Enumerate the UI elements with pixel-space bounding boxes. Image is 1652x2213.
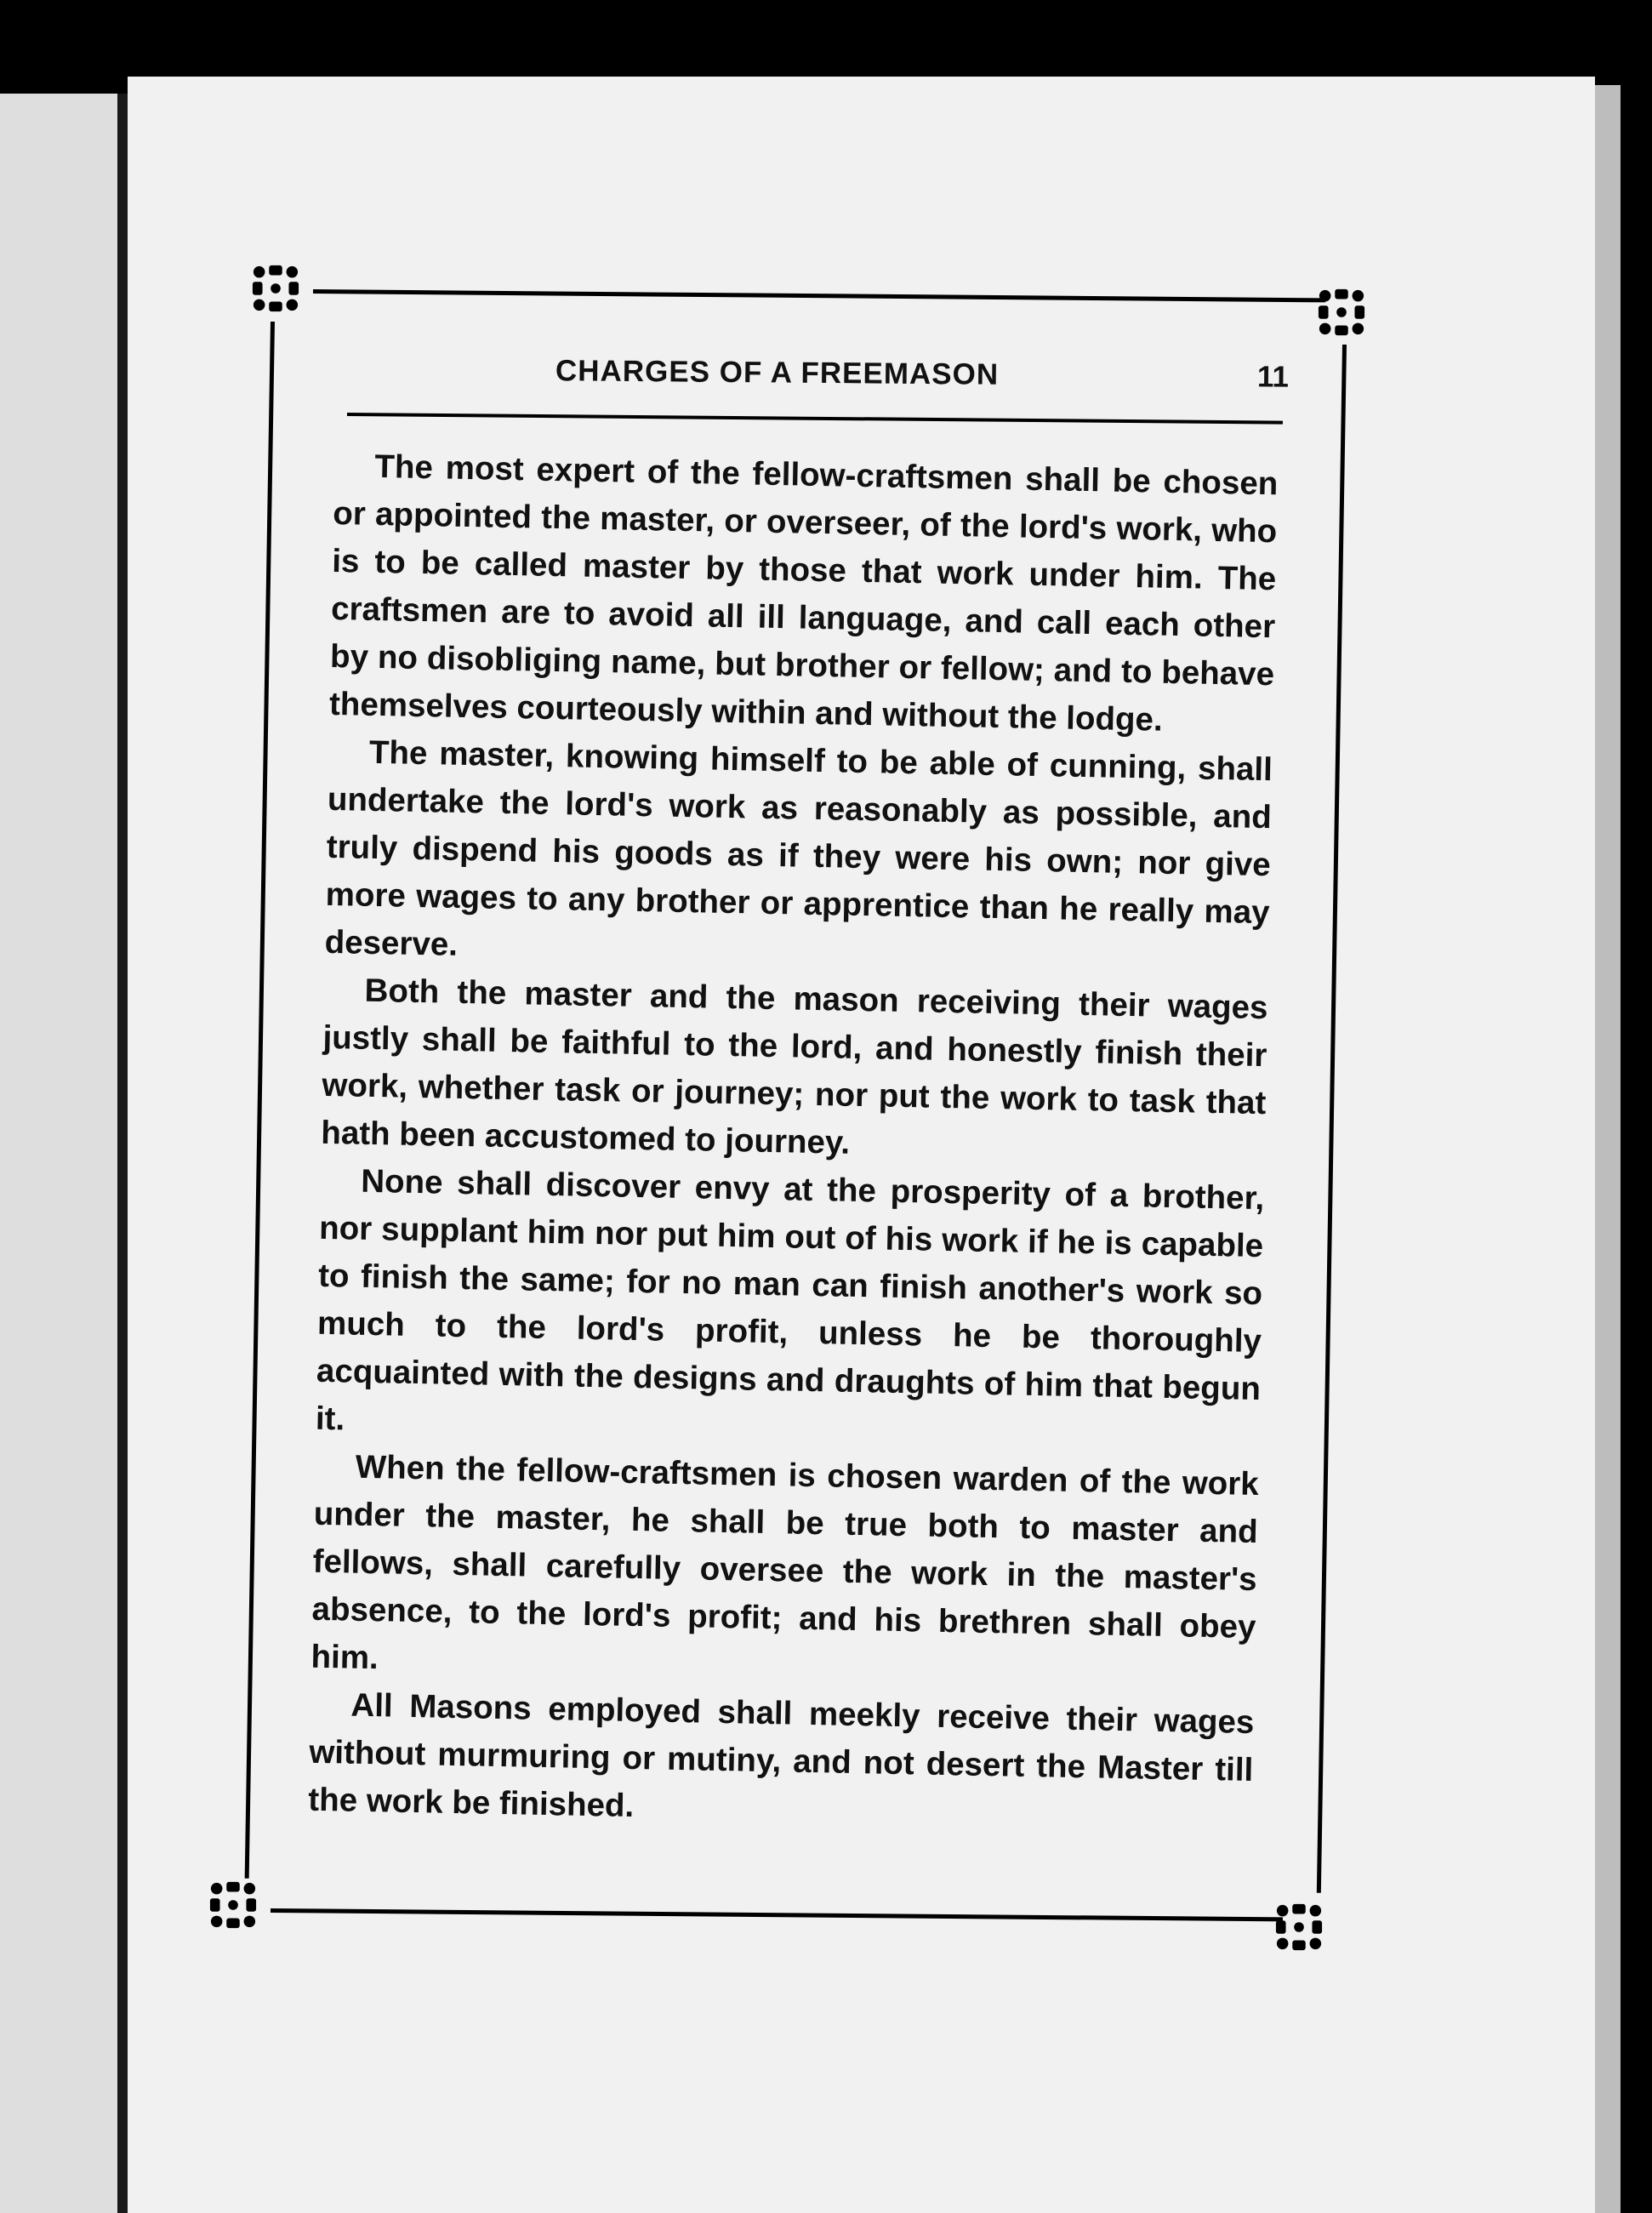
running-header-title: CHARGES OF A FREEMASON bbox=[555, 354, 1000, 391]
facing-page-edge bbox=[0, 94, 128, 2213]
paragraph: Both the master and the mason receiving their wages justly shall be faithful to the lord, and honestly finish their work, whether task or journey; nor put the work to task that hath been accustomed to journey. bbox=[321, 972, 1268, 1161]
paragraph: None shall discover envy at the prosperity of a brother, nor supplant him nor put him out of his work if he is capable to finish the same; for no man can finish another's work so much to the lord's profit, unless he be thoroughly acquainted with the designs and draughts of him that begun it. bbox=[315, 1162, 1265, 1438]
corner-ornament-bottom-right-icon bbox=[1274, 1902, 1324, 1952]
page-number: 11 bbox=[1256, 360, 1290, 394]
page-stack-edge bbox=[1595, 85, 1621, 2213]
paragraph: The most expert of the fellow-craftsmen shall be chosen or appointed the master, or overseer, of the lord's work, who is to be called master by those that work under him. The craftsmen are to avoid all ill language, and call each other by no disobliging name, but brother or fellow; and to behave themselves courteously within and without the lodge. bbox=[328, 448, 1279, 739]
paragraph: When the fellow-craftsmen is chosen warden of the work under the master, he shall be true both to master and fellows, shall carefully oversee the work in the master's absence, to the lord's profit; and his brethren shall obey him. bbox=[310, 1448, 1260, 1677]
corner-ornament-top-right-icon bbox=[1317, 288, 1366, 337]
paragraph: All Masons employed shall meekly receive their wages without murmuring or mutiny, and not desert the Master till the work be finished. bbox=[307, 1686, 1255, 1825]
paragraph: The master, knowing himself to be able of cunning, shall undertake the lord's work as reasonably as possible, and truly dispend his goods as if they were his own; nor give more wages to any brother or apprentice than he really may deserve. bbox=[324, 733, 1273, 963]
corner-ornament-bottom-left-icon bbox=[208, 1880, 258, 1930]
body-text bbox=[308, 442, 1279, 1842]
corner-ornament-top-left-icon bbox=[251, 264, 300, 313]
running-header bbox=[340, 340, 1302, 408]
